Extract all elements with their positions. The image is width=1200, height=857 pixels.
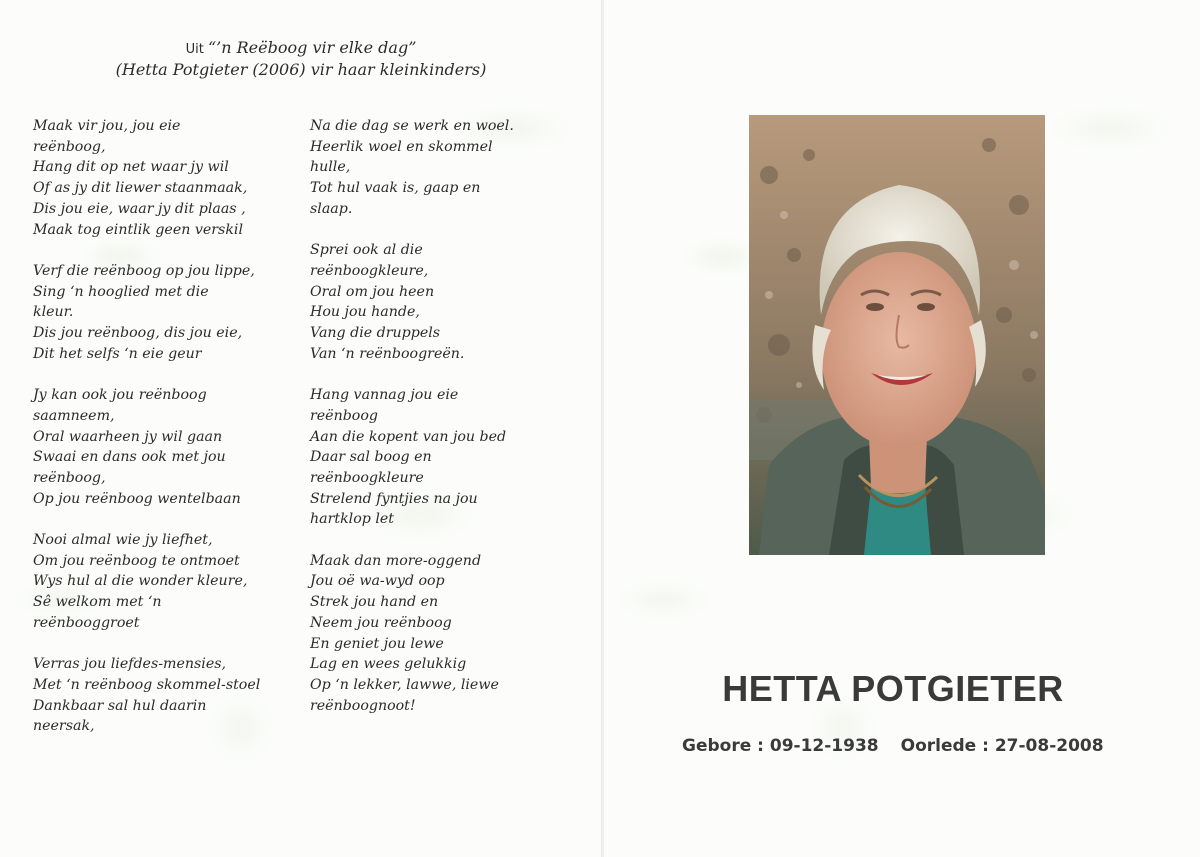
poem-line: hulle, [310,159,351,176]
death-date: Oorlede : 27-08-2008 [900,736,1104,756]
poem-line: Dankbaar sal hul daarin [33,697,207,714]
poem-line: Van ‘n reënboogreën. [310,345,465,362]
poem-line: Dis jou eie, waar jy dit plaas , [33,200,246,217]
poem-stanza [33,116,303,240]
poem-stanza [33,530,303,634]
poem-line: Vang die druppels [310,325,441,342]
poem-line: Na die dag se werk en woel. [310,118,514,134]
poem-line: Strelend fyntjies na jou [310,490,478,507]
poem-line: reënbooggroet [33,614,140,631]
poem-stanza [33,654,303,737]
life-dates [682,736,1104,756]
poem-line: Dis jou reënboog, dis jou eie, [33,325,243,342]
poem-line: reënboognoot! [310,697,416,714]
poem-line: Aan die kopent van jou bed [310,428,507,445]
poem-stanza [310,385,580,530]
poem-line: Wys hul al die wonder kleure, [33,573,248,590]
poem-attribution: (Hetta Potgieter (2006) vir haar kleinkinders) [115,60,487,79]
poem-line: Met ‘n reënboog skommel-stoel [33,676,261,693]
poem-line: Heerlik woel en skommel [310,138,493,155]
poem-line: Nooi almal wie jy liefhet, [33,532,213,549]
poem-line: Op ‘n lekker, lawwe, liewe [310,676,499,693]
poem-line: Oral om jou heen [310,283,435,300]
poem-line: Op jou reënboog wentelbaan [33,490,241,507]
poem-line: Maak vir jou, jou eie [33,118,181,134]
poem-line: Hou jou hande, [310,304,420,321]
poem-column-2 [310,116,580,737]
poem-line: Verras jou liefdes-mensies, [33,656,227,673]
poem-line: reënboog, [33,469,106,486]
poem-line: En geniet jou lewe [310,635,444,652]
poem-line: Swaai en dans ook met jou [33,449,226,466]
birth-date: Gebore : 09-12-1938 [682,736,879,756]
poem-stanza [310,240,580,364]
poem-line: Jou oë wa-wyd oop [310,573,445,590]
poem-line: reënboogkleure [310,469,424,486]
poem-stanza [310,116,580,220]
poem-stanza [310,551,580,717]
poem-line: Dit het selfs ‘n eie geur [33,345,202,362]
poem-line: Verf die reënboog op jou lippe, [33,262,255,279]
poem-stanza [33,261,303,365]
poem-line: Om jou reënboog te ontmoet [33,552,240,569]
poem-line: Sê welkom met ‘n [33,594,162,611]
book-title: “’n Reëboog vir elke dag” [207,38,417,57]
poem-line: Strek jou hand en [310,594,439,611]
poem-line: Sing ‘n hooglied met die [33,283,209,300]
poem-line: Hang dit op net waar jy wil [33,159,229,176]
poem-line: slaap. [310,200,353,217]
poem-line: Sprei ook al die [310,242,423,259]
source-prefix: Uit [185,42,208,57]
poem-line: Lag en wees gelukkig [310,656,467,673]
deceased-name: HETTA POTGIETER [722,668,1064,709]
poem-line: Daar sal boog en [310,449,432,466]
poem-line: reënboog, [33,138,106,155]
poem-line: Maak dan more-oggend [310,552,482,569]
portrait-image [749,115,1045,555]
poem-source-title [0,38,602,57]
poem-line: Oral waarheen jy wil gaan [33,428,223,445]
poem-line: Neem jou reënboog [310,614,452,631]
poem-line: reënboogkleure, [310,262,429,279]
poem-line: Tot hul vaak is, gaap en [310,180,481,197]
poem-line: reënboog [310,407,378,424]
portrait-photo [749,115,1045,555]
poem-line: kleur. [33,304,74,321]
poem-line: Of as jy dit liewer staanmaak, [33,180,248,197]
poem-line: Hang vannag jou eie [310,387,459,404]
poem-line: saamneem, [33,407,115,424]
poem-line: Maak tog eintlik geen verskil [33,221,244,238]
poem-stanza [33,385,303,509]
poem-line: Jy kan ook jou reënboog [33,387,207,404]
poem-line: neersak, [33,718,95,735]
poem-column-1 [33,116,303,758]
poem-line: hartklop let [310,511,394,528]
